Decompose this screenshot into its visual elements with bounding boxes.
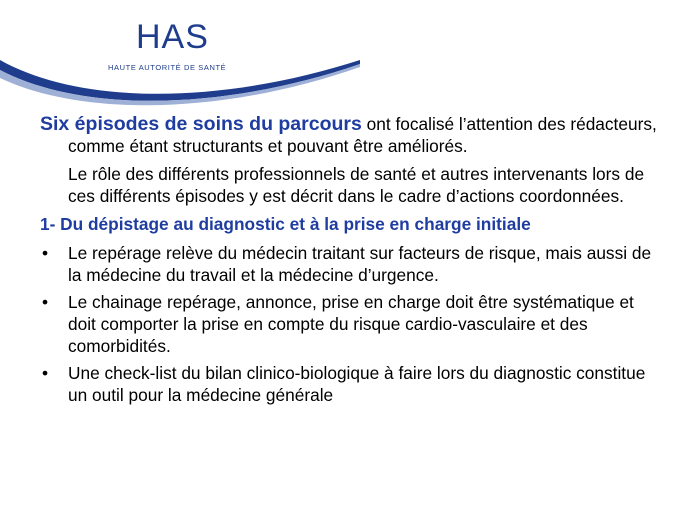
logo-wordmark: HAS (136, 18, 209, 56)
bullet-list (40, 242, 660, 406)
intro-second-paragraph: Le rôle des différents professionnels de santé et autres intervenants lors de ces différents épisodes y est décrit dans le cadre d’actions coordonnées. (68, 164, 645, 206)
list-item (40, 291, 660, 357)
list-item-text: Une check-list du bilan clinico-biologique à faire lors du diagnostic constitue un outil pour la médecine générale (68, 363, 646, 405)
logo-subtitle: HAUTE AUTORITÉ DE SANTÉ (108, 63, 227, 72)
intro-text: ont focalisé l’attention des rédacteurs, comme étant structurants et pouvant être améliorés. (68, 114, 657, 156)
slide-content (40, 113, 660, 411)
slide-header (0, 0, 689, 110)
intro-paragraph (40, 113, 660, 157)
list-item-text: Le repérage relève du médecin traitant sur facteurs de risque, mais aussi de la médecine du travail et la médecine d’urgence. (68, 243, 652, 285)
list-item (40, 242, 660, 286)
bullet-icon: • (42, 243, 49, 263)
bullet-icon: • (42, 363, 49, 383)
section-title: 1- Du dépistage au diagnostic et à la prise en charge initiale (40, 214, 531, 234)
list-item-text: Le chainage repérage, annonce, prise en charge doit être systématique et doit comporter la prise en compte du risque cardio-vasculaire et des comorbidités. (68, 292, 634, 356)
list-item (40, 362, 660, 406)
bullet-icon: • (42, 292, 49, 312)
has-logo (108, 18, 268, 78)
intro-title: Six épisodes de soins du parcours (40, 113, 362, 135)
